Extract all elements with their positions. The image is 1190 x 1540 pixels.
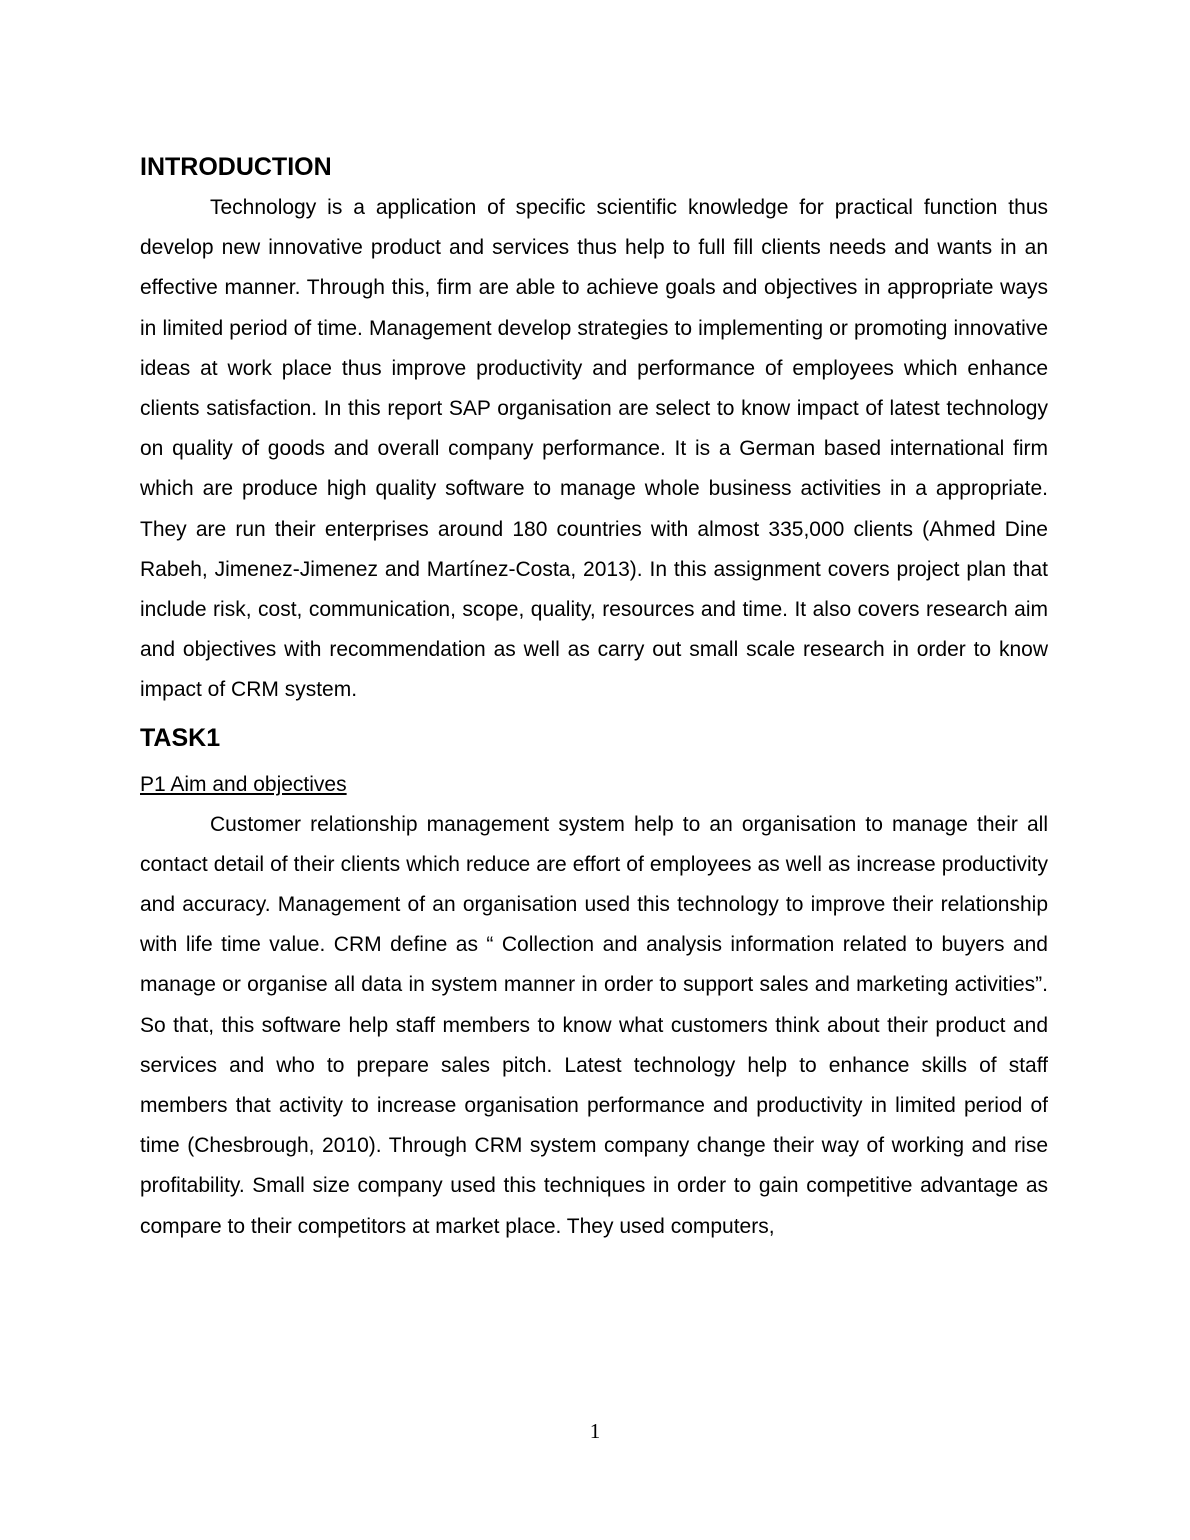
task1-paragraph: Customer relationship management system help to an organisation to manage their all contact detail of their clients which reduce are effort of employees as well as increase productivity and accuracy. Management of an organisation used this technology to improve their relationship with life time value. CRM define as “ Collection and analysis information related to buyers and manage or organise all data in system manner in order to support sales and marketing activities”. So that, this software help staff members to know what customers think about their product and services and who to prepare sales pitch. Latest technology help to enhance skills of staff members that activity to increase organisation performance and productivity in limited period of time (Chesbrough, 2010). Through CRM system company change their way of working and rise profitability. Small size company used this techniques in order to gain competitive advantage as compare to their competitors at market place. They used computers,	[140, 812, 1048, 1238]
introduction-paragraph: Technology is a application of specific scientific knowledge for practical function thus develop new innovative product and services thus help to full fill clients needs and wants in an effective manner. Through this, firm are able to achieve goals and objectives in appropriate ways in limited period of time. Management develop strategies to implementing or promoting innovative ideas at work place thus improve productivity and performance of employees which enhance clients satisfaction. In this report SAP organisation are select to know impact of latest technology on quality of goods and overall company performance. It is a German based international firm which are produce high quality software to manage whole business activities in a appropriate. They are run their enterprises around 180 countries with almost 335,000 clients (Ahmed Dine Rabeh, Jimenez-Jimenez and Martínez-Costa, 2013). In this assignment covers project plan that include risk, cost, communication, scope, quality, resources and time. It also covers research aim and objectives with recommendation as well as carry out small scale research in order to know impact of CRM system.	[140, 196, 1048, 702]
task1-heading: TASK1	[140, 723, 221, 752]
aim-objectives-subheading: P1 Aim and objectives	[140, 772, 347, 796]
page-content	[140, 148, 1048, 1247]
page-number: 1	[589, 1419, 601, 1443]
introduction-heading: INTRODUCTION	[140, 153, 332, 181]
